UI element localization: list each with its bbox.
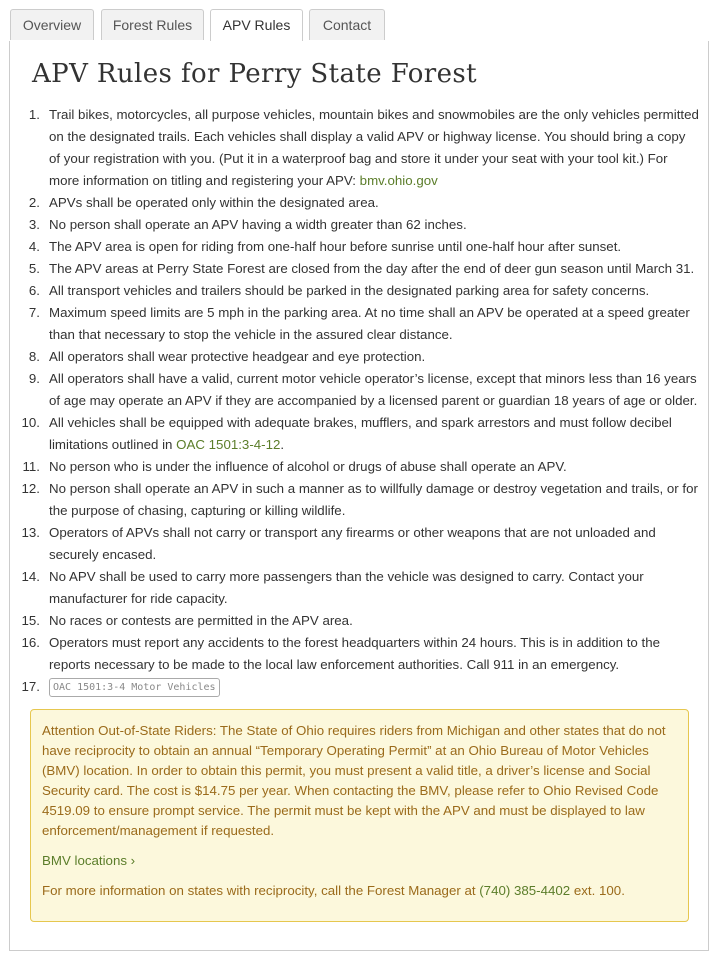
alert-footer-ext: ext. 100. — [570, 883, 625, 898]
rule-item — [10, 632, 700, 676]
alert-footer-text: For more information on states with reciprocity, call the Forest Manager at — [42, 883, 480, 898]
rule-text: No APV shall be used to carry more passengers than the vehicle was designed to carry. Contact your manufacturer for ride capacity. — [49, 569, 644, 606]
rule-item — [10, 280, 700, 302]
rule-item — [10, 566, 700, 610]
tab-apv-rules[interactable]: APV Rules — [210, 9, 303, 41]
rule-item — [10, 478, 700, 522]
rule-number: 15. — [21, 613, 40, 628]
rule-text: The APV areas at Perry State Forest are closed from the day after the end of deer gun season until March 31. — [49, 261, 695, 276]
tab-panel — [9, 41, 709, 951]
rule-item — [10, 610, 700, 632]
rule-number: 17. — [21, 679, 40, 694]
rules-list — [10, 104, 700, 698]
bmv-locations-link[interactable]: BMV locations › — [42, 853, 136, 868]
bmv-ohio-link[interactable]: bmv.ohio.gov — [359, 173, 438, 188]
rule-number: 2. — [28, 195, 40, 210]
rule-number: 16. — [21, 635, 40, 650]
alert-body: Attention Out-of-State Riders: The State of Ohio requires riders from Michigan and other states that do not have reciprocity to obtain an annual “Temporary Operating Permit” at an Ohio Bureau of Motor Vehicles (BMV) location. In order to obtain this permit, you must present a valid title, a driver’s license and Social Security card. The cost is $14.75 per year. When contacting the BMV, please refer to Ohio Revised Code 4519.09 to ensure prompt service. The permit must be kept with the APV and must be displayed to law enforcement/management if requested. — [42, 723, 666, 838]
rule-number: 1. — [28, 107, 40, 122]
oac-motor-vehicles-button[interactable]: OAC 1501:3-4 Motor Vehicles — [49, 678, 220, 697]
rule-item — [10, 412, 700, 456]
rule-number: 14. — [21, 569, 40, 584]
rule-number: 11. — [22, 459, 40, 474]
rule-number: 3. — [28, 217, 40, 232]
forest-manager-phone-link[interactable]: (740) 385-4402 — [479, 883, 571, 898]
rule-text: No person shall operate an APV in such a manner as to willfully damage or destroy vegetation and trails, or for the purpose of chasing, capturing or killing wildlife. — [49, 481, 698, 518]
rule-text-end: . — [280, 437, 285, 452]
rule-text: Trail bikes, motorcycles, all purpose vehicles, mountain bikes and snowmobiles are the only vehicles permitted on the designated trails. Each vehicles shall display a valid APV or highway license. You should bring a copy of your registration with you. (Put it in a waterproof bag and store it under your seat with your tool kit.) For more information on titling and registering your APV: — [49, 107, 699, 188]
rule-number: 9. — [28, 371, 40, 386]
rule-number: 5. — [28, 261, 40, 276]
rule-item — [10, 258, 700, 280]
rule-item — [10, 192, 700, 214]
rule-number: 12. — [21, 481, 40, 496]
rule-item — [10, 104, 700, 192]
tab-bar — [10, 9, 708, 42]
rule-item — [10, 346, 700, 368]
out-of-state-alert — [30, 709, 689, 922]
rule-text: No person shall operate an APV having a width greater than 62 inches. — [49, 217, 467, 232]
rule-text: Operators of APVs shall not carry or transport any firearms or other weapons that are not unloaded and securely encased. — [49, 525, 656, 562]
tab-overview[interactable]: Overview — [10, 9, 94, 40]
rule-text: No person who is under the influence of alcohol or drugs of abuse shall operate an APV. — [49, 459, 567, 474]
rule-item — [10, 302, 700, 346]
rule-text: All operators shall wear protective headgear and eye protection. — [49, 349, 426, 364]
rule-item — [10, 676, 700, 698]
page-title: APV Rules for Perry State Forest — [32, 59, 477, 89]
rule-number: 10. — [21, 415, 40, 430]
rule-text: All vehicles shall be equipped with adequate brakes, mufflers, and spark arrestors and must follow decibel limitations outlined in — [49, 415, 672, 452]
tab-forest-rules[interactable]: Forest Rules — [101, 9, 204, 40]
rule-item — [10, 522, 700, 566]
oac-1501-3-4-12-link[interactable]: OAC 1501:3-4-12 — [176, 437, 281, 452]
rule-number: 7. — [28, 305, 40, 320]
rule-text: The APV area is open for riding from one-half hour before sunrise until one-half hour after sunset. — [49, 239, 622, 254]
rule-item — [10, 236, 700, 258]
rule-text: APVs shall be operated only within the designated area. — [49, 195, 379, 210]
rule-item — [10, 368, 700, 412]
rule-number: 8. — [28, 349, 40, 364]
tab-contact[interactable]: Contact — [309, 9, 385, 40]
rule-text: Maximum speed limits are 5 mph in the parking area. At no time shall an APV be operated at a speed greater than that necessary to stop the vehicle in the assured clear distance. — [49, 305, 690, 342]
rule-item — [10, 456, 700, 478]
rule-number: 4. — [28, 239, 40, 254]
rule-item — [10, 214, 700, 236]
rule-text: All operators shall have a valid, current motor vehicle operator’s license, except that minors less than 16 years of age may operate an APV if they are accompanied by a licensed parent or guardian 18 years of age or older. — [49, 371, 698, 408]
rule-number: 13. — [21, 525, 40, 540]
rule-text: No races or contests are permitted in the APV area. — [49, 613, 353, 628]
rule-text: Operators must report any accidents to the forest headquarters within 24 hours. This is in addition to the reports necessary to be made to the local law enforcement authorities. Call 911 in an emergency. — [49, 635, 661, 672]
rule-text: All transport vehicles and trailers should be parked in the designated parking area for safety concerns. — [49, 283, 650, 298]
alert-footer — [42, 881, 625, 901]
rule-number: 6. — [28, 283, 40, 298]
